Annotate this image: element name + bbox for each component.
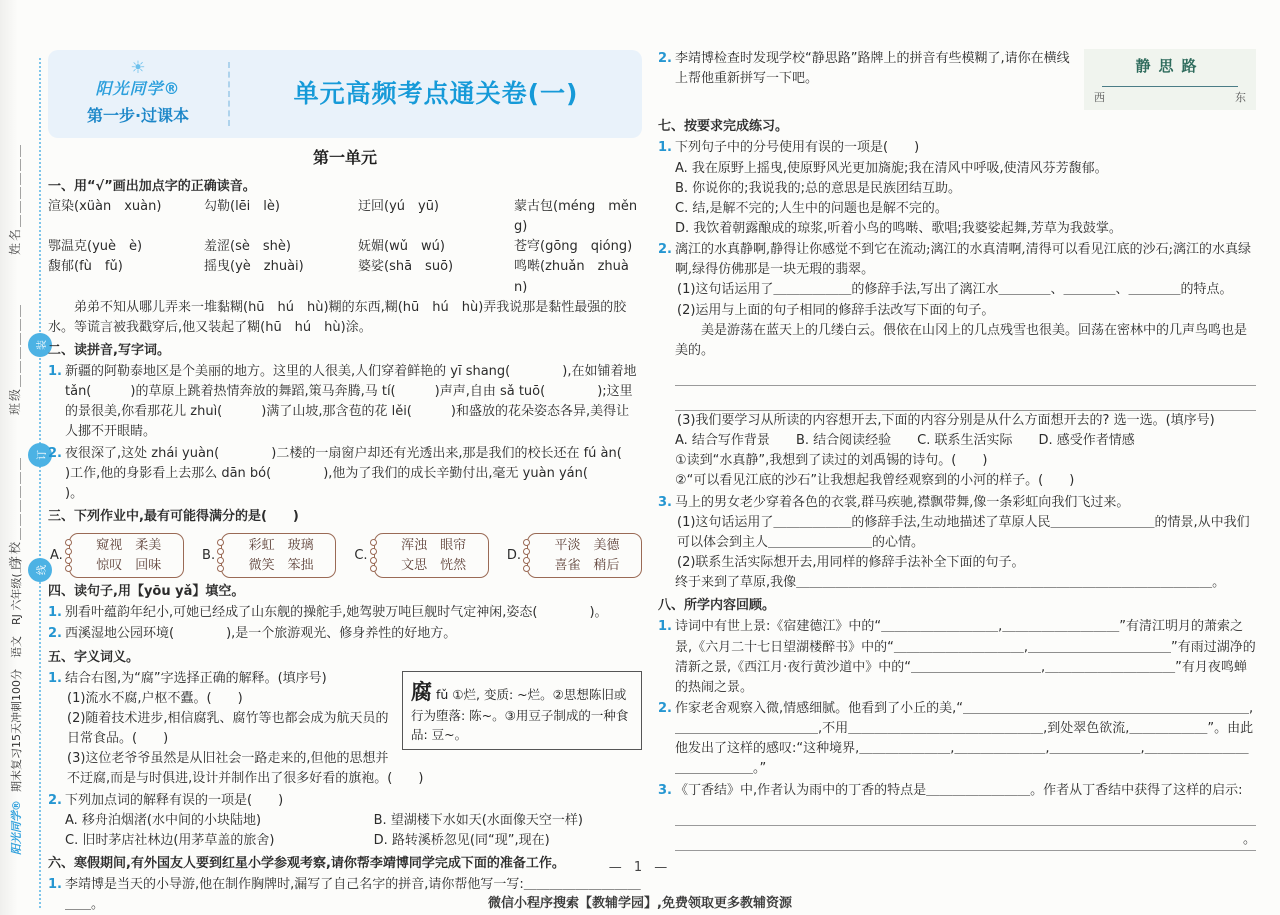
answer-line	[675, 386, 1256, 411]
question-text	[675, 49, 1256, 114]
pinyin-word: 羞涩(sè shè)	[204, 239, 291, 255]
choice-option: C. 联系生活实际	[917, 433, 1013, 449]
question-intro: 李靖博检查时发现学校“静思路”路牌上的拼音有些模糊了,请你在横线上帮他重新拼写一下吧。	[675, 51, 1070, 87]
pinyin-word: 苍穹(gōng qióng)	[514, 239, 633, 255]
section-2-heading: 二、读拼音,写字词。	[48, 342, 170, 358]
item-number: 2.	[658, 242, 672, 258]
left-column	[48, 50, 661, 915]
fill-in-sentence: 终于来到了草原,我像＿＿＿＿＿＿＿＿＿＿＿＿＿＿＿＿＿＿＿＿＿＿＿＿＿＿＿＿＿＿＿＿。	[675, 575, 1226, 591]
pinyin-word: 摇曳(yè zhuài)	[204, 259, 304, 275]
question-text: 别看叶蕴韵年纪小,可她已经成了山东舰的操舵手,她驾驶万吨巨舰时气定神闲,姿态( )。	[65, 605, 608, 621]
item-number: 2.	[48, 792, 62, 808]
numbered-sub-item: ①读到“水真静”,我想到了读过的刘禹锡的诗句。( )	[675, 453, 988, 469]
spiral-binding-icon	[217, 539, 224, 572]
homework-option-box	[221, 533, 336, 578]
section-3-heading: 三、下列作业中,最有可能得满分的是( )	[48, 509, 299, 525]
question-text: 新疆的阿勒泰地区是个美丽的地方。这里的人很美,人们穿着鲜艳的 yī shang( ),在如铺着地 tǎn( )的草原上跳着热情奔放的舞蹈,策马奔腾,马 tí( )声声,自由 sǎ tuō( );这里的景很美,你看那花儿 zhuì( )满了山坡,那含苞的花 lěi( )和盛放的花朵姿态各异,美得让人挪不开眼睛。	[65, 364, 637, 440]
question-text: 诗词中有世上景:《宿建德江》中的“＿＿＿＿＿＿＿＿＿,＿＿＿＿＿＿＿＿＿”有清江明月的萧索之景,《六月二十七日望湖楼醉书》中的“＿＿＿＿＿＿＿＿＿＿,＿＿＿＿＿＿＿＿＿＿＿”有雨过湖净的清新之景,《西江月·夜行黄沙道中》中的“＿＿＿＿＿＿＿＿＿＿,＿＿＿＿＿＿＿＿＿＿”有月夜鸣蝉的热闹之景。	[675, 619, 1256, 695]
question-item	[658, 781, 1256, 851]
sub-question: (1)这句话运用了＿＿＿＿＿＿的修辞手法,生动地描述了草原人民＿＿＿＿＿＿＿＿的情景,从中我们可以体会到主人＿＿＿＿＿＿＿＿的心情。	[677, 514, 1250, 550]
step-label: 第一步·过课本	[86, 105, 190, 125]
brand-logo: 阳光同学®	[10, 800, 23, 855]
pinyin-word: 迂回(yú yū)	[358, 198, 440, 214]
binding-badge-icon: 线	[28, 558, 52, 582]
book-info: 期末复习15天冲刺100分 语文 RJ 六年级(上)	[10, 558, 23, 792]
student-school-field-label: 学校＿＿＿＿＿＿	[8, 455, 22, 568]
dictionary-definition: fǔ ①烂, 变质: ~烂。②思想陈旧或行为堕落: 陈~。③用豆子制成的一种食品: 豆~。	[411, 686, 629, 742]
option-label: D.	[506, 547, 521, 563]
road-sign-name: 静思路	[1135, 57, 1205, 75]
section-1-paragraph: 弟弟不知从哪儿弄来一堆黏糊(hū hú hù)糊的东西,糊(hū hú hù)弄我说那是黏性最强的胶水。等谎言被我戳穿后,他又装起了糊(hū hú hù)涂。	[48, 299, 627, 335]
dictionary-definition-box	[402, 671, 642, 750]
item-number: 1.	[48, 605, 62, 621]
footer-promo-text: 微信小程序搜索【教辅学园】,免费领取更多教辅资源	[488, 896, 792, 911]
sub-question: (1)这句话运用了＿＿＿＿＿＿的修辞手法,写出了漓江水＿＿＿＿、＿＿＿＿、＿＿＿＿的特点。	[677, 282, 1233, 298]
item-number: 1.	[48, 877, 62, 893]
publisher-logo	[48, 57, 228, 129]
pinyin-word: 鸣啭(zhuǎn zhuàn)	[514, 259, 629, 295]
homework-option-box	[374, 533, 489, 578]
choice-option: A. 结合写作背景	[675, 433, 770, 449]
student-name-field-label: 姓名＿＿＿＿＿＿	[8, 142, 22, 255]
paper-header-band	[48, 50, 642, 138]
binding-dotted-line	[39, 58, 41, 908]
question-item	[658, 617, 1256, 698]
item-number: 2.	[658, 700, 672, 716]
question-item	[48, 624, 642, 644]
option-label: C.	[354, 547, 368, 563]
option-word-line: 彩虹 玻璃	[248, 538, 314, 554]
question-text: 李靖博是当天的小导游,他在制作胸牌时,漏写了自己名字的拼音,请你帮他写一写:＿＿＿＿＿＿＿＿＿＿＿。	[65, 877, 641, 913]
homework-option-row	[48, 533, 642, 578]
option-word-line: 惊叹 回味	[96, 557, 162, 573]
choice-option: B. 结合阅读经验	[795, 433, 892, 449]
question-text	[675, 240, 1256, 491]
answer-line	[675, 361, 1256, 386]
question-item	[48, 791, 642, 851]
sub-question: (2)运用与上面的句子相同的修辞手法改写下面的句子。	[677, 302, 995, 318]
choice-option: A. 移舟泊烟渚(水中间的小块陆地)	[65, 812, 262, 828]
question-text	[675, 781, 1256, 851]
option-pair-row	[65, 831, 642, 851]
section-1-heading: 一、用“√”画出加点字的正确读音。	[48, 178, 256, 194]
choice-option: A. 我在原野上摇曳,使原野风光更加旖旎;我在清风中呼吸,使清风芬芳馥郁。	[675, 160, 1108, 176]
question-intro: 结合右图,为“腐”字选择正确的解释。(填序号)	[65, 670, 327, 686]
sun-logo-icon: ☀	[130, 57, 146, 78]
question-text: 西溪湿地公园环境( ),是一个旅游观光、修身养性的好地方。	[65, 626, 457, 642]
dictionary-headword: 腐	[411, 678, 432, 704]
question-text: 作家老舍观察入微,情感细腻。他看到了小丘的美,“＿＿＿＿＿＿＿＿＿＿＿＿＿＿＿＿＿＿＿＿＿＿,＿＿＿＿＿＿＿＿＿＿＿,不用＿＿＿＿＿＿＿＿＿＿＿＿＿＿＿,到处翠色欲流,＿＿＿＿＿＿”。由此他发出了这样的感叹:“这种境界,＿＿＿＿＿＿＿,＿＿＿＿＿＿＿,＿＿＿＿＿＿＿,＿＿＿＿＿＿＿＿＿＿＿＿＿＿。”	[675, 700, 1254, 777]
question-item	[658, 240, 1256, 491]
option-word-line: 窥视 柔美	[96, 538, 162, 554]
option-word-line: 喜雀 稍后	[554, 557, 620, 573]
homework-option-box	[527, 533, 642, 578]
option-word-line: 平淡 美德	[554, 538, 620, 554]
pinyin-word: 馥郁(fù fǔ)	[48, 259, 123, 275]
sub-question: (2)联系生活实际想开去,用同样的修辞手法补全下面的句子。	[677, 554, 1025, 570]
quoted-passage: 漓江的水真静啊,静得让你感觉不到它在流动;漓江的水真清啊,清得可以看见江底的沙石;漓江的水真绿啊,绿得仿佛那是一块无瑕的翡翠。	[675, 242, 1252, 278]
spiral-binding-icon	[370, 539, 377, 572]
question-item	[658, 138, 1256, 239]
sub-question: (3)我们要学习从所读的内容想开去,下面的内容分别是从什么方面想开去的? 选一选。(填序号)	[677, 412, 1215, 428]
question-text	[65, 791, 642, 851]
pinyin-word-grid	[48, 197, 642, 298]
sub-question: (3)这位老爷爷虽然是从旧社会一路走来的,但他的思想并不迂腐,而是与时俱进,设计并制作出了很多好看的旗袍。( )	[67, 751, 424, 787]
road-sign-box	[1084, 49, 1256, 110]
section-6-heading: 六、寒假期间,有外国友人要到红星小学参观考察,请你帮李靖博同学完成下面的准备工作。	[48, 856, 565, 872]
example-sentence: 美是游荡在蓝天上的几缕白云。偎依在山冈上的几点残雪也很美。回荡在密林中的几声鸟鸣也是美的。	[675, 322, 1248, 358]
item-number: 1.	[658, 619, 672, 635]
item-number: 2.	[658, 51, 672, 66]
student-class-field-label: 班级＿＿＿＿＿＿	[8, 302, 22, 415]
question-intro: 下列句子中的分号使用有误的一项是( )	[675, 140, 920, 156]
question-item	[658, 49, 1256, 114]
spiral-binding-icon	[65, 539, 72, 572]
option-word-line: 浑浊 眼帘	[401, 538, 467, 554]
numbered-sub-item: ②“可以看见江底的沙石”让我想起我曾经观察到的小河的样子。( )	[675, 473, 1075, 489]
question-intro: 《丁香结》中,作者认为雨中的丁香的特点是＿＿＿＿＿＿＿＿。作者从丁香结中获得了这样的启示:	[675, 782, 1243, 798]
quoted-passage: 马上的男女老少穿着各色的衣裳,群马疾驰,襟飘带舞,像一条彩虹向我们飞过来。	[675, 494, 1130, 510]
answer-line	[675, 826, 1256, 851]
question-item	[658, 493, 1256, 594]
item-number: 3.	[658, 494, 672, 510]
homework-option-box	[69, 533, 184, 578]
brand-name: 阳光同学®	[95, 78, 181, 98]
question-text	[675, 138, 1256, 239]
choice-option: D. 我饮着朝露酿成的琼浆,听着小鸟的鸣啭、歌唱;我婆娑起舞,芳草为我鼓掌。	[675, 221, 1122, 236]
section-7-heading: 七、按要求完成练习。	[658, 119, 789, 135]
pinyin-word: 渲染(xüàn xuàn)	[48, 198, 162, 214]
question-item	[48, 669, 642, 790]
option-word-line: 微笑 笨拙	[248, 557, 314, 573]
item-number: 3.	[658, 782, 672, 798]
choice-option: C. 旧时茅店社林边(用茅草盖的旅舍)	[65, 832, 275, 848]
choice-option: B. 你说你的;我说我的;总的意思是民族团结互助。	[675, 180, 961, 196]
direction-west: 西	[1094, 91, 1105, 105]
item-number: 1.	[658, 140, 672, 156]
question-text	[675, 493, 1256, 594]
section-4-heading: 四、读句子,用【yōu yǎ】填空。	[48, 584, 245, 600]
answer-line	[675, 801, 1256, 826]
pinyin-word: 婆娑(shā suō)	[358, 259, 454, 275]
section-5-heading: 五、字义词义。	[48, 649, 140, 665]
question-item	[48, 444, 661, 504]
question-item	[48, 362, 642, 443]
choice-option: D. 感受作者情感	[1038, 433, 1135, 449]
item-number: 2.	[48, 445, 62, 461]
item-number: 1.	[48, 364, 62, 380]
road-sign-directions	[1092, 89, 1248, 106]
sub-question: (1)流水不腐,户枢不蠹。( )	[67, 690, 243, 706]
question-text	[65, 669, 642, 790]
road-sign-answer-line	[1102, 85, 1238, 87]
book-spine-title	[8, 558, 24, 855]
choice-option: B. 望湖楼下水如天(水面像天空一样)	[373, 812, 583, 828]
unit-title: 第一单元	[312, 148, 377, 167]
spiral-binding-icon	[523, 539, 530, 572]
item-number: 2.	[48, 626, 62, 642]
choice-row	[675, 431, 1256, 451]
section-8-heading: 八、所学内容回顾。	[658, 598, 776, 614]
paper-title: 单元高频考点通关卷(一)	[293, 78, 579, 108]
sentence-end-mark: 。	[1242, 831, 1256, 847]
option-pair-row	[65, 811, 642, 831]
binding-badge-icon: 装	[28, 333, 52, 357]
pinyin-word: 蒙古包(méng měng)	[514, 198, 638, 235]
pinyin-word: 勾勒(lēi lè)	[204, 198, 280, 214]
question-item	[658, 699, 1256, 780]
pinyin-word: 妩媚(wǔ wú)	[358, 239, 445, 255]
right-column	[658, 48, 1256, 851]
option-word-line: 文思 恍然	[401, 557, 467, 573]
question-intro: 下列加点词的解释有误的一项是( )	[65, 792, 284, 808]
option-label: B.	[202, 547, 216, 563]
binding-badge-icon: 订	[28, 443, 52, 467]
page-number: — 1 —	[608, 860, 672, 875]
sub-question: (2)随着技术进步,相信腐乳、腐竹等也都会成为航天员的日常食品。( )	[67, 711, 389, 747]
question-text: 夜很深了,这处 zhái yuàn( )二楼的一扇窗户却还有光透出来,那是我们的校长还在 fú àn( )工作,他的身影看上去那么 dān bó( ),他为了我们的成长辛勤付出,毫无 yuàn yán( )。	[65, 445, 661, 501]
question-item	[48, 603, 642, 623]
item-number: 1.	[48, 670, 62, 686]
choice-option: C. 结,是解不完的;人生中的问题也是解不完的。	[675, 200, 948, 216]
option-label: A.	[50, 547, 63, 563]
pinyin-word: 鄂温克(yuè è)	[48, 239, 143, 255]
choice-option: D. 路转溪桥忽见(同“现”,现在)	[373, 832, 550, 848]
direction-east: 东	[1235, 91, 1246, 105]
